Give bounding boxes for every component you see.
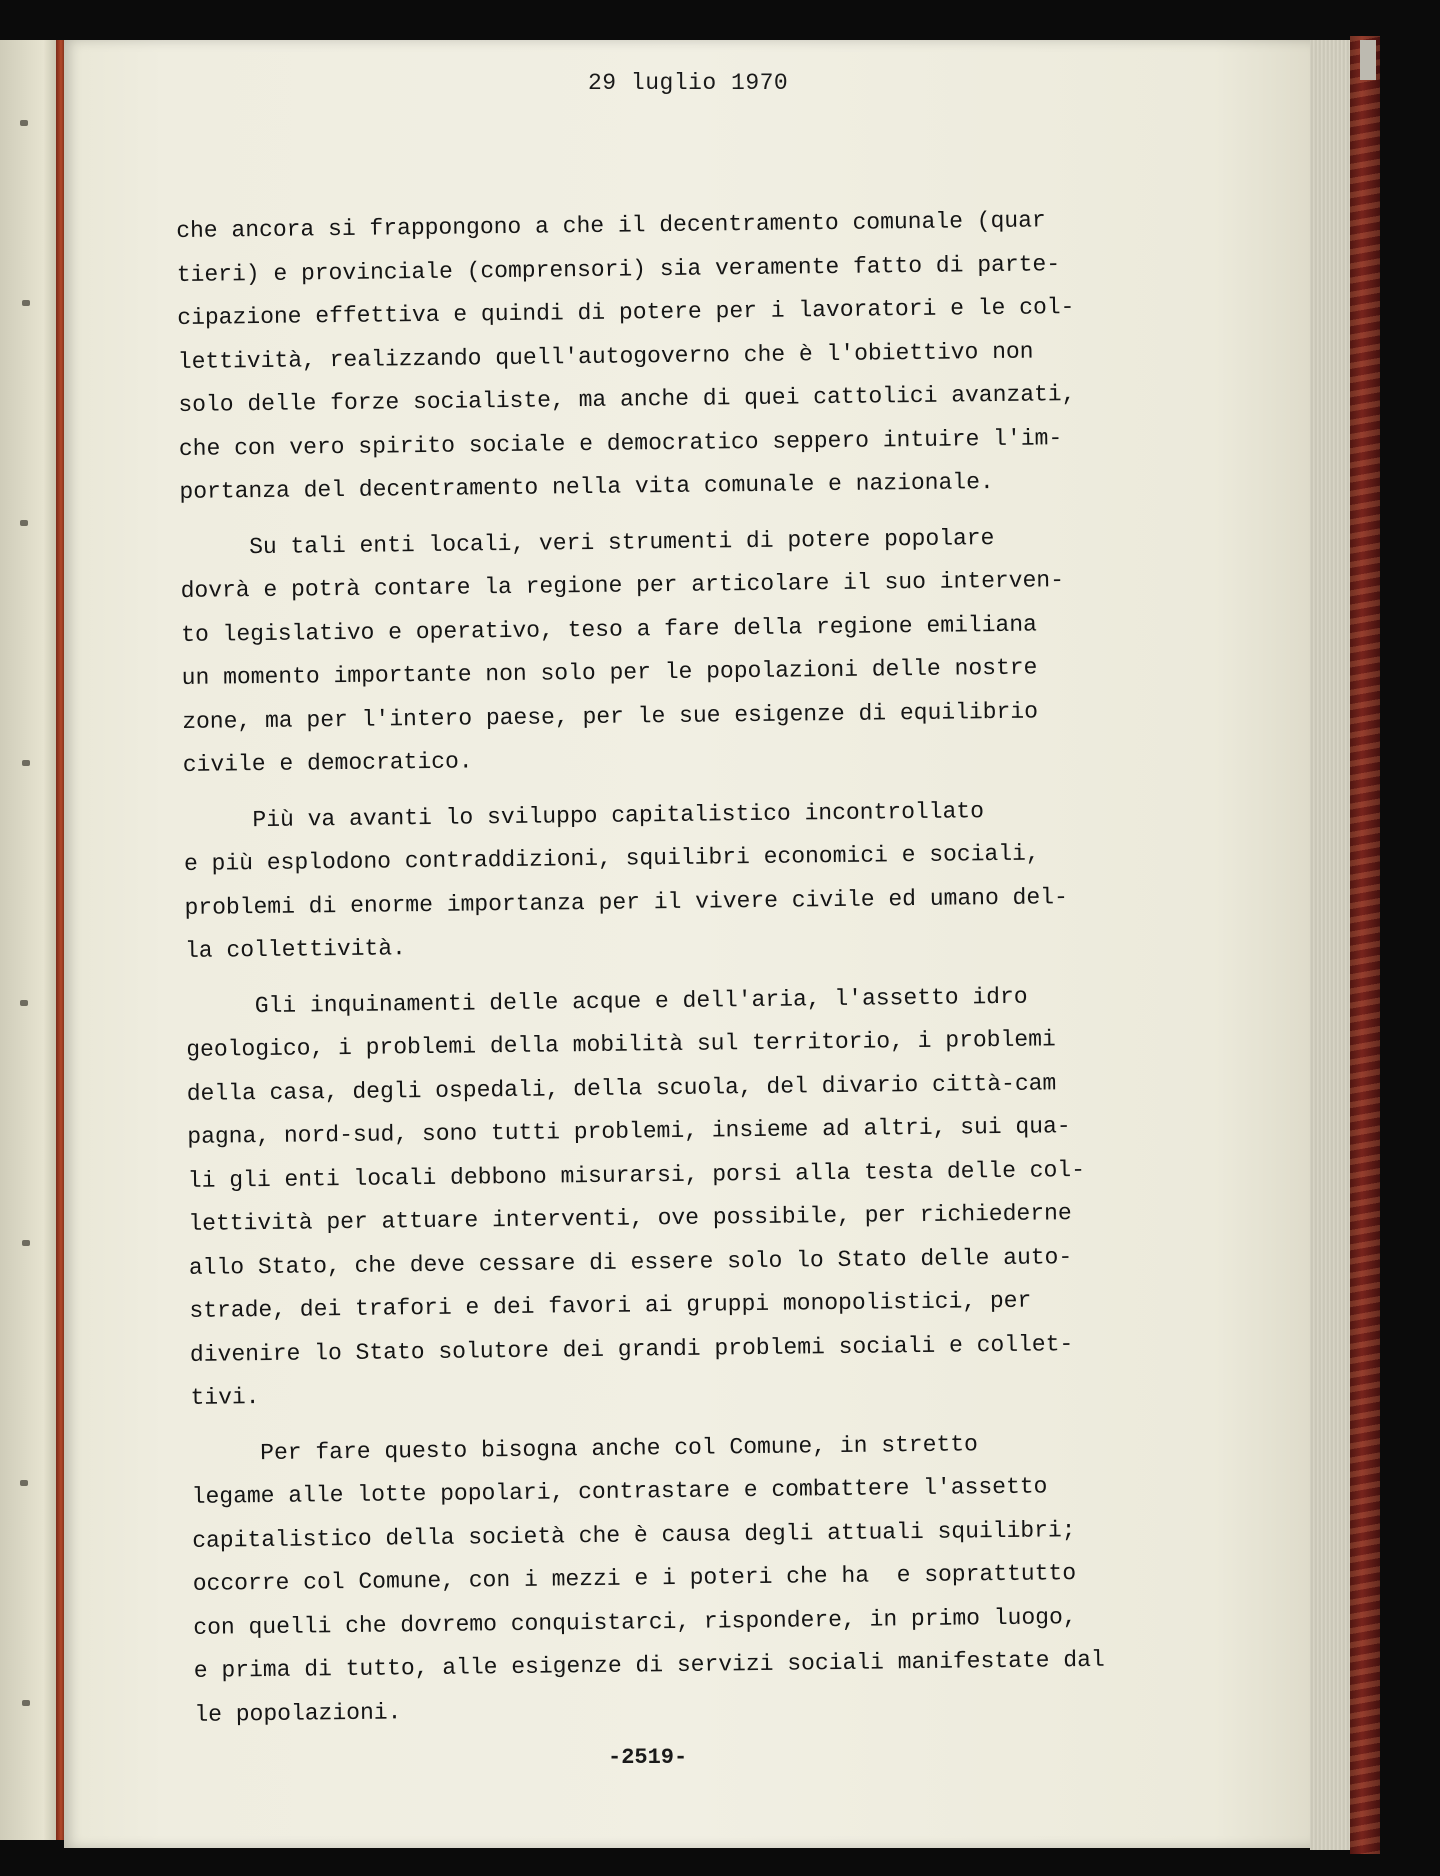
text-line: e prima di tutto, alle esigenze di servizi sociali manifestate dal <box>193 1646 1105 1684</box>
binding-hole <box>20 520 28 526</box>
text-line: Gli inquinamenti delle acque e dell'aria, l'assetto idro <box>185 983 1028 1020</box>
page-date-header: 29 luglio 1970 <box>588 70 789 96</box>
text-line: la collettività. <box>184 935 407 964</box>
text-line: occorre col Comune, con i mezzi e i poteri che ha e soprattutto <box>192 1560 1077 1597</box>
text-line: legame alle lotte popolari, contrastare e combattere l'assetto <box>191 1473 1048 1510</box>
page-number: -2519- <box>608 1745 688 1770</box>
text-line: allo Stato, che deve cessare di essere solo lo Stato delle auto- <box>188 1243 1073 1281</box>
text-line: Più va avanti lo sviluppo capitalistico incontrollato <box>183 797 985 834</box>
text-line: capitalistico della società che è causa degli attuali squilibri; <box>192 1516 1076 1554</box>
text-line: un momento importante non solo per le popolazioni delle nostre <box>181 654 1038 691</box>
text-line: divenire lo Stato solutore dei grandi problemi sociali e collet- <box>189 1330 1074 1368</box>
text-line: dovrà e potrà contare la regione per articolare il suo interven- <box>180 567 1065 604</box>
left-page-edge <box>0 40 62 1840</box>
text-line: li gli enti locali debbono misurarsi, porsi alla testa delle col- <box>187 1156 1086 1194</box>
text-line: Per fare questo bisogna anche col Comune, in stretto <box>191 1430 979 1467</box>
book-cover-edge <box>1350 36 1380 1854</box>
text-line: zone, ma per l'intero paese, per le sue esigenze di equilibrio <box>182 698 1039 735</box>
binding-hole <box>20 1000 28 1006</box>
binding-hole <box>22 760 30 766</box>
text-line: solo delle forze socialiste, ma anche di quei cattolici avanzati, <box>178 381 1076 418</box>
document-body <box>176 198 1195 1737</box>
text-line: tivi. <box>190 1384 260 1411</box>
binding-hole <box>22 1700 30 1706</box>
page-stack-edge <box>1310 40 1350 1850</box>
binding-hole <box>22 1240 30 1246</box>
text-line: lettività, realizzando quell'autogoverno che è l'obiettivo non <box>177 338 1034 375</box>
binding-hole <box>20 1480 28 1486</box>
text-line: con quelli che dovremo conquistarci, rispondere, in primo luogo, <box>193 1603 1077 1641</box>
binding-hole <box>20 120 28 126</box>
text-line: cipazione effettiva e quindi di potere per i lavoratori e le col- <box>177 294 1075 331</box>
text-line: e più esplodono contraddizioni, squilibri economici e sociali, <box>183 840 1040 877</box>
text-line: che ancora si frappongono a che il decentramento comunale (quar <box>176 207 1046 244</box>
text-line: che con vero spirito sociale e democratico seppero intuire l'im- <box>178 424 1063 462</box>
text-line: strade, dei trafori e dei favori ai gruppi monopolistici, per <box>189 1287 1032 1324</box>
text-line: civile e democratico. <box>182 748 473 778</box>
text-line: pagna, nord-sud, sono tutti problemi, insieme ad altri, sui qua- <box>187 1113 1071 1150</box>
text-line: lettività per attuare interventi, ove possibile, per richiederne <box>188 1200 1072 1237</box>
text-line: problemi di enorme importanza per il vivere civile ed umano del- <box>184 883 1068 921</box>
spine-label <box>1360 40 1376 80</box>
text-line: to legislativo e operativo, teso a fare della regione emiliana <box>181 611 1038 648</box>
binding-hole <box>22 300 30 306</box>
text-line: della casa, degli ospedali, della scuola, del divario città-cam <box>186 1069 1057 1107</box>
text-line: portanza del decentramento nella vita comunale e nazionale. <box>179 469 994 505</box>
text-line: geologico, i problemi della mobilità sul territorio, i problemi <box>186 1026 1056 1063</box>
text-line: tieri) e provinciale (comprensori) sia veramente fatto di parte- <box>176 250 1061 288</box>
text-line: le popolazioni. <box>194 1698 402 1728</box>
text-line: Su tali enti locali, veri strumenti di potere popolare <box>179 524 995 561</box>
